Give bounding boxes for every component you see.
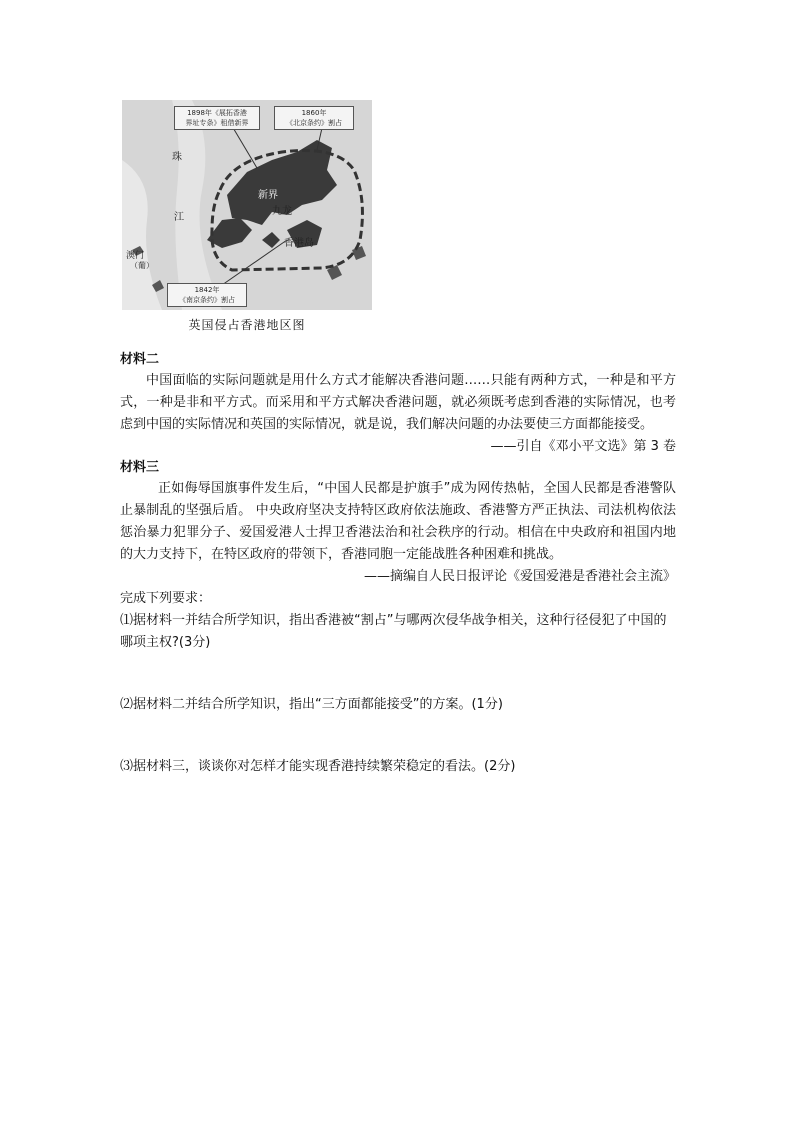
hong-kong-map (122, 100, 372, 310)
map-caption: 英国侵占香港地区图 (188, 318, 306, 332)
label-1842 (167, 283, 247, 307)
material3-source: ——摘编自人民日报评论《爱国爱港是香港社会主流》 (363, 569, 676, 584)
label-1860-line1: 1860年 (301, 109, 327, 117)
place-aomen: 澳门 (126, 251, 145, 261)
questions-intro: 完成下列要求： (120, 591, 212, 606)
material2-heading: 材料二 (120, 352, 160, 367)
material3-text: 正如侮辱国旗事件发生后，“中国人民都是护旗手”成为网传热帖，全国人民都是香港警队止暴制乱的坚强后盾。 中央政府坚决支持特区政府依法施政、香港警方严正执法、司法机构依法惩治暴力犯罪分子、爱国爱港人士捍卫香港法治和社会秩序的行动。相信在中央政府和祖国内地的大力支持下，在特区政府的带领下，香港同胞一定能战胜各种困难和挑战。 (120, 481, 676, 562)
label-1842-line2: 《南京条约》割占 (179, 296, 235, 304)
label-1860-line2: 《北京条约》割占 (286, 119, 342, 127)
label-1860 (274, 106, 354, 130)
place-aomen-note: （葡） (130, 261, 154, 270)
material2-text: 中国面临的实际问题就是用什么方式才能解决香港问题……只能有两种方式，一种是和平方式，一种是非和平方式。而采用和平方式解决香港问题，就必须既考虑到香港的实际情况，也考虑到中国的实际情况和英国的实际情况，就是说，我们解决问题的办法要使三方面都能接受。 (120, 373, 676, 432)
label-1898 (174, 106, 260, 130)
place-xinjie: 新界 (258, 190, 278, 201)
place-xianggangdao: 香港岛 (284, 238, 314, 249)
material2-source: ——引自《邓小平文选》第 3 卷 (490, 439, 676, 454)
place-jiang: 江 (174, 212, 184, 223)
question-1: ⑴据材料一并结合所学知识，指出香港被“割占”与哪两次侵华战争相关，这种行径侵犯了中国的哪项主权?(3分) (120, 613, 667, 650)
label-1898-line1: 1898年《展拓香港 (187, 109, 247, 117)
map-drawing (122, 100, 372, 310)
place-zhu: 珠 (172, 152, 182, 163)
question-3: ⑶据材料三，谈谈你对怎样才能实现香港持续繁荣稳定的看法。(2分) (120, 759, 516, 774)
label-1842-line1: 1842年 (194, 286, 220, 294)
question-2: ⑵据材料二并结合所学知识，指出“三方面都能接受”的方案。(1分) (120, 697, 503, 712)
document-body (120, 350, 676, 778)
material3-heading: 材料三 (120, 460, 160, 475)
label-1898-line2: 界址专条》租借新界 (185, 119, 249, 127)
place-jiulong: 九龙 (272, 206, 292, 217)
hong-kong-map-figure (122, 100, 372, 342)
